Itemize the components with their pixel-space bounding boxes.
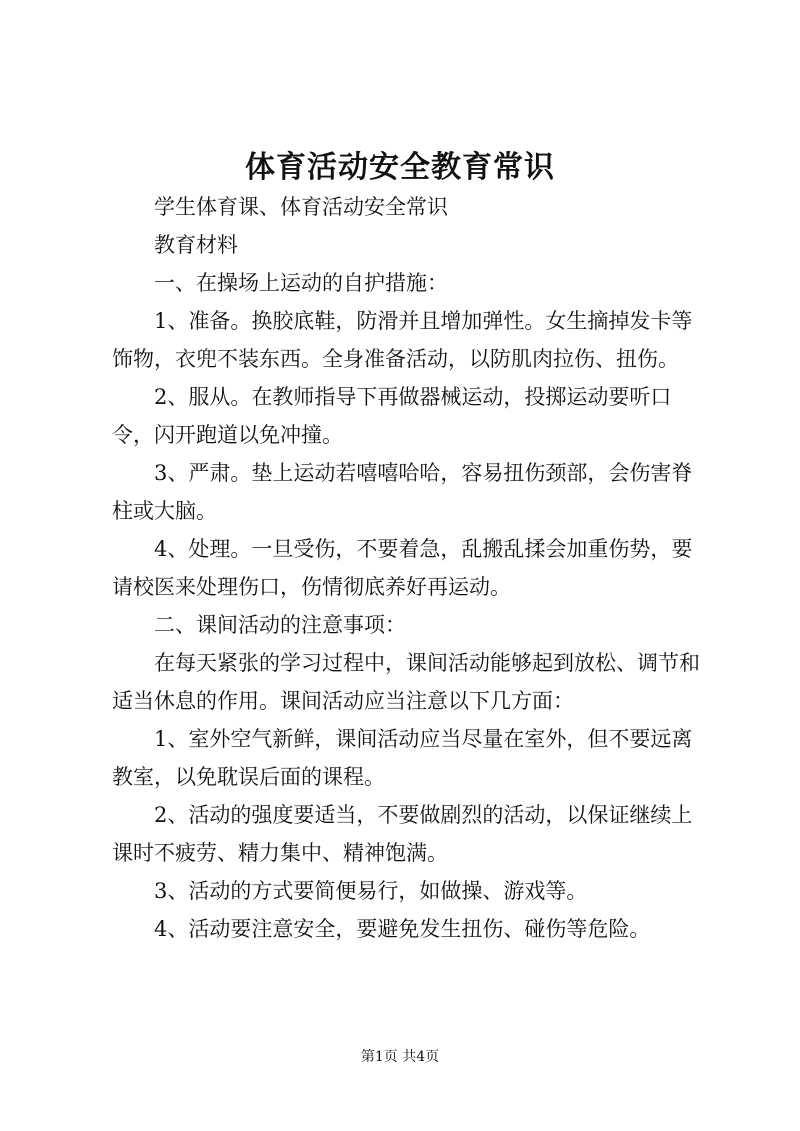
document-title: 体育活动安全教育常识 (245, 150, 555, 185)
paragraph: 4、活动要注意安全，要避免发生扭伤、碰伤等危险。 (154, 917, 651, 941)
paragraph: 3、活动的方式要简便易行，如做操、游戏等。 (154, 879, 588, 903)
paragraph: 在每天紧张的学习过程中，课间活动能够起到放松、调节和适当休息的作用。课间活动应当注意以下几方面： (112, 651, 700, 713)
paragraph: 1、准备。换胶底鞋，防滑并且增加弹性。女生摘掉发卡等饰物，衣兜不装东西。全身准备活动，以防肌肉拉伤、扭伤。 (112, 309, 693, 371)
page-number-footer: 第1页 共4页 (360, 1049, 440, 1065)
paragraph: 学生体育课、体育活动安全常识 (154, 195, 448, 219)
paragraph: 2、服从。在教师指导下再做器械运动，投掷运动要听口令，闪开跑道以免冲撞。 (112, 385, 672, 447)
document-body (112, 188, 702, 948)
paragraph: 2、活动的强度要适当，不要做剧烈的活动，以保证继续上课时不疲劳、精力集中、精神饱满。 (112, 803, 693, 865)
paragraph: 教育材料 (154, 233, 238, 257)
section-heading: 一、在操场上运动的自护措施： (154, 271, 448, 295)
paragraph: 4、处理。一旦受伤，不要着急，乱搬乱揉会加重伤势，要请校医来处理伤口，伤情彻底养好再运动。 (112, 537, 693, 599)
section-heading: 二、课间活动的注意事项： (154, 613, 406, 637)
paragraph: 3、严肃。垫上运动若嘻嘻哈哈，容易扭伤颈部，会伤害脊柱或大脑。 (112, 461, 693, 523)
paragraph: 1、室外空气新鲜，课间活动应当尽量在室外，但不要远离教室，以免耽误后面的课程。 (112, 727, 693, 789)
